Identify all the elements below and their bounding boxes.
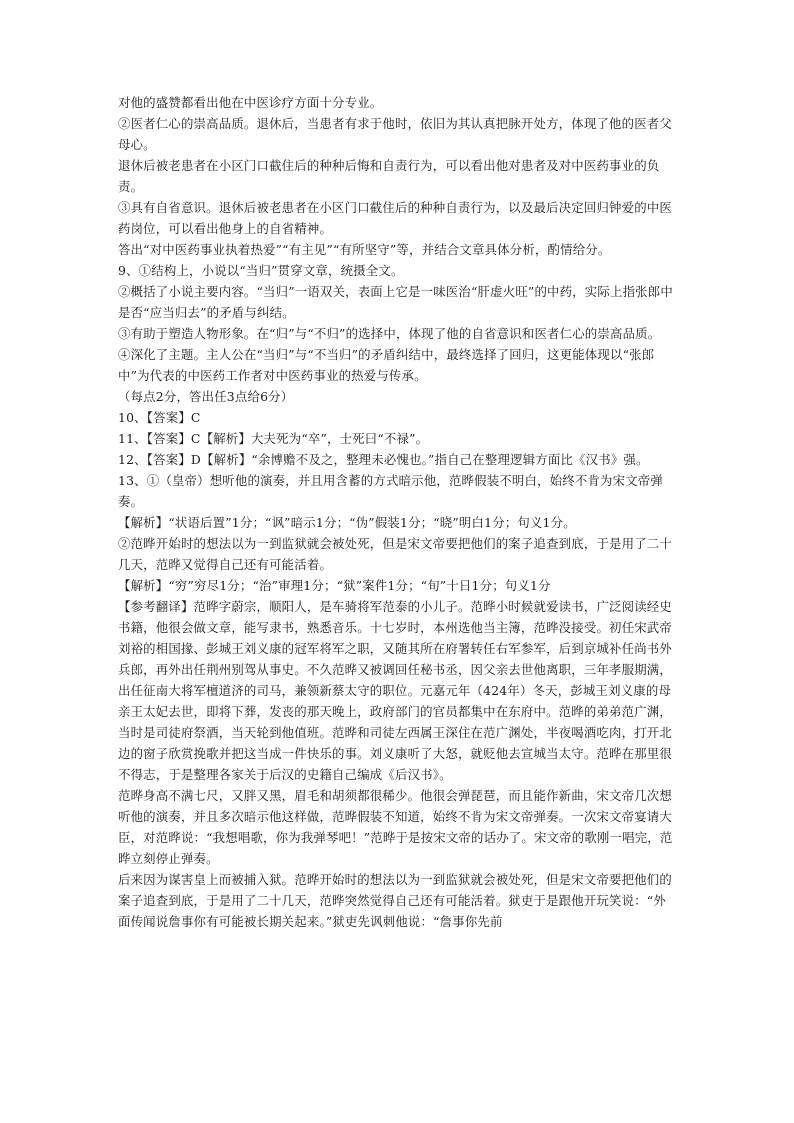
text-line: 【参考翻译】范晔字蔚宗，顺阳人，是车骑将军范泰的小儿子。范晔小时候就爱读书，广泛阅读经史书籍，他很会做文章，能写隶书，熟悉音乐。十七岁时，本州选他当主簿，范晔没接受。初任宋武帝刘裕的相国掾、彭城王刘义康的冠军将军之职，又随其所在府署转任右军参军，后到京城补任尚书外兵郎，再外出任荆州别驾从事史。不久范晔又被调回任秘书丞，因父亲去世他离职，三年孝服期满，出任征南大将军檀道济的司马，兼领新蔡太守的职位。元嘉元年（424年）冬天，彭城王刘义康的母亲王太妃去世，即将下葬，发丧的那天晚上，政府部门的官员都集中在东府中。范晔的弟弟范广渊，当时是司徒府祭酒，当天轮到他值班。范晔和司徒左西属王深住在范广渊处，半夜喝酒吃肉，打开北边的窗子欣赏挽歌并把这当成一件快乐的事。刘义康听了大怒，就贬他去宣城当太守。范晔在那里很不得志，于是整理各家关于后汉的史籍自己编成《后汉书》。 bbox=[118, 599, 672, 782]
text-line: ②医者仁心的崇高品质。退休后，当患者有求于他时，依旧为其认真把脉开处方，体现了他的医者父母心。 bbox=[118, 116, 672, 152]
text-line: 10、【答案】C bbox=[118, 410, 201, 425]
document-page bbox=[118, 92, 678, 932]
text-line: 【解析】“状语后置”1分；“讽”暗示1分；“伪”假装1分；“晓”明白1分；句义1分。 bbox=[118, 515, 576, 530]
text-line: 答出“对中医药事业执着热爱”“有主见”“有所坚守”等，并结合文章具体分析，酌情给分。 bbox=[118, 242, 611, 257]
text-line: ③具有自省意识。退休后被老患者在小区门口截住后的种种自责行为，以及最后决定回归钟爱的中医药岗位，可以看出他身上的自省精神。 bbox=[118, 200, 672, 236]
text-line: 退休后被老患者在小区门口截住后的种种后悔和自责行为，可以看出他对患者及对中医药事业的负责。 bbox=[118, 158, 660, 194]
text-line: ②范晔开始时的想法以为一到监狱就会被处死，但是宋文帝要把他们的案子追查到底，于是用了二十几天，范晔又觉得自己还有可能活着。 bbox=[118, 536, 672, 572]
text-line: ②概括了小说主要内容。“当归”一语双关，表面上它是一味医治“肝虚火旺”的中药，实际上指张郎中是否“应当归去”的矛盾与纠结。 bbox=[118, 284, 673, 320]
text-line: （每点2分，答出任3点给6分） bbox=[118, 389, 294, 404]
text-line: ③有助于塑造人物形象。在“归”与“不归”的选择中，体现了他的自省意识和医者仁心的崇高品质。 bbox=[118, 326, 661, 341]
text-line: 12、【答案】D【解析】“余博赡不及之，整理未必愧也。”指自己在整理逻辑方面比《汉书》强。 bbox=[118, 452, 649, 467]
text-line: 13、①（皇帝）想听他的演奏，并且用含蓄的方式暗示他，范晔假装不明白，始终不肯为宋文帝弹奏。 bbox=[118, 473, 663, 509]
text-line: ④深化了主题。主人公在“当归”与“不当归”的矛盾纠结中，最终选择了回归，这更能体现以“张郎中”为代表的中医药工作者对中医药事业的热爱与传承。 bbox=[118, 347, 655, 383]
text-line: 对他的盛赞都看出他在中医诊疗方面十分专业。 bbox=[118, 95, 383, 110]
text-line: 9、①结构上，小说以“当归”贯穿文章，统摄全文。 bbox=[118, 263, 404, 278]
text-line: 11、【答案】C【解析】大夫死为“卒”，士死曰“不禄”。 bbox=[118, 431, 429, 446]
text-line: 【解析】“穷”穷尽1分；“治”审理1分；“狱”案件1分；“旬”十日1分；句义1分 bbox=[118, 578, 551, 593]
text-line: 范晔身高不满七尺，又胖又黑，眉毛和胡须都很稀少。他很会弹琵琶，而且能作新曲，宋文帝几次想听他的演奏，并且多次暗示他这样做，范晔假装不知道，始终不肯为宋文帝弹奏。一次宋文帝宴请大臣，对范晔说：“我想唱歌，你为我弹琴吧！”范晔于是按宋文帝的话办了。宋文帝的歌刚一唱完，范晔立刻停止弹奏。 bbox=[118, 788, 673, 866]
text-line: 后来因为谋害皇上而被捕入狱。范晔开始时的想法以为一到监狱就会被处死，但是宋文帝要把他们的案子追查到底，于是用了二十几天，范晔突然觉得自己还有可能活着。狱吏于是跟他开玩笑说：“外面传闻说詹事你有可能被长期关起来。”狱吏先讽刺他说：“詹事你先前 bbox=[118, 872, 672, 929]
